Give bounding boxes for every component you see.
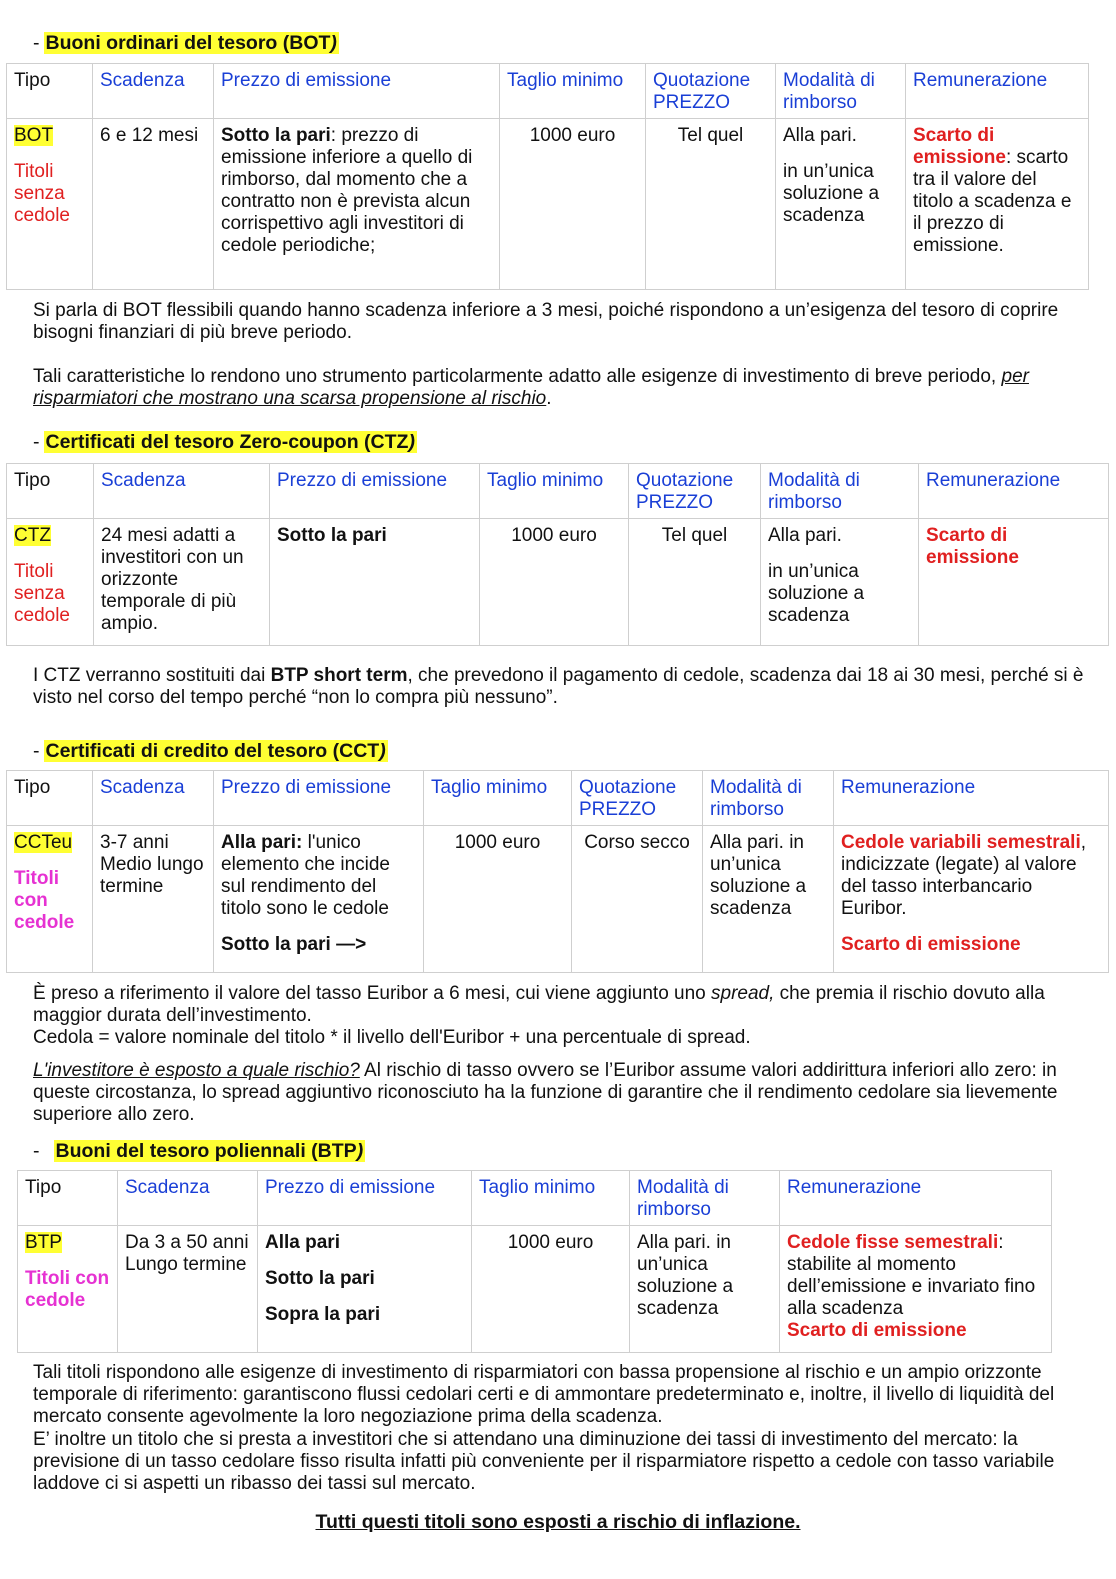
header-taglio: Taglio minimo: [424, 771, 572, 826]
table-btp: [17, 1170, 1052, 1353]
table-header-row: [7, 464, 1109, 519]
tipo-name: CCTeu: [14, 832, 73, 853]
tipo-note: Titoli con cedole: [25, 1268, 110, 1311]
cell-scadenza: 3-7 anni Medio lungo termine: [93, 826, 214, 973]
cct-note-3: L'investitore è esposto a quale rischio? Al rischio di tasso ovvero se l’Euribor assume valori addirittura inferiori allo zero: in queste circostanza, lo spread aggiuntivo riconosciuto ha la funzione di garantire che il rendimento cedolare sia lievemente superiore allo zero.: [33, 1060, 1058, 1125]
header-remunerazione: Remunerazione: [780, 1171, 1052, 1226]
cell-remunerazione: Scarto di emissione: [919, 519, 1109, 646]
section-title-cct: - Certificati di credito del tesoro (CCT): [33, 740, 386, 762]
header-rimborso: Modalità di rimborso: [761, 464, 919, 519]
header-prezzo: Prezzo di emissione: [214, 64, 500, 119]
header-quotazione: Quotazione PREZZO: [646, 64, 776, 119]
cell-taglio: 1000 euro: [500, 119, 646, 290]
footer-statement: Tutti questi titoli sono esposti a rischio di inflazione.: [315, 1511, 801, 1533]
bot-note-2: Tali caratteristiche lo rendono uno strumento particolarmente adatto alle esigenze di investimento di breve periodo, per risparmiatori che mostrano una scarsa propensione al rischio.: [33, 366, 1029, 409]
header-quotazione: Quotazione PREZZO: [629, 464, 761, 519]
ctz-note-1: I CTZ verranno sostituiti dai BTP short term, che prevedono il pagamento di cedole, scadenza dai 18 ai 30 mesi, perché si è visto nel corso del tempo perché “non lo compra più nessuno”.: [33, 665, 1084, 708]
tipo-name: BOT: [14, 125, 54, 146]
cell-scadenza: 24 mesi adatti a investitori con un orizzonte temporale di più ampio.: [94, 519, 270, 646]
cell-tipo: [7, 826, 93, 973]
header-prezzo: Prezzo di emissione: [258, 1171, 472, 1226]
header-quotazione: Quotazione PREZZO: [572, 771, 703, 826]
cell-prezzo: Sotto la pari: [270, 519, 480, 646]
header-rimborso: Modalità di rimborso: [776, 64, 906, 119]
table-cct: [6, 770, 1109, 973]
cell-tipo: [7, 519, 94, 646]
header-taglio: Taglio minimo: [480, 464, 629, 519]
header-rimborso: Modalità di rimborso: [630, 1171, 780, 1226]
cell-taglio: 1000 euro: [480, 519, 629, 646]
section-title-btp: - Buoni del tesoro poliennali (BTP): [33, 1140, 364, 1162]
header-scadenza: Scadenza: [93, 771, 214, 826]
header-scadenza: Scadenza: [93, 64, 214, 119]
header-remunerazione: Remunerazione: [906, 64, 1089, 119]
table-row: [7, 826, 1109, 973]
cell-remunerazione: Scarto di emissione: scarto tra il valore del titolo a scadenza e il prezzo di emissione.: [906, 119, 1089, 290]
header-tipo: Tipo: [7, 771, 93, 826]
tipo-name: CTZ: [14, 525, 51, 546]
header-taglio: Taglio minimo: [472, 1171, 630, 1226]
header-taglio: Taglio minimo: [500, 64, 646, 119]
cct-note-1: È preso a riferimento il valore del tasso Euribor a 6 mesi, cui viene aggiunto uno spread, che premia il rischio dovuto alla maggior durata dell’investimento.: [33, 983, 1045, 1026]
table-ctz: [6, 463, 1109, 646]
cell-scadenza: 6 e 12 mesi: [93, 119, 214, 290]
cell-rimborso: Alla pari. in un’unica soluzione a scadenza: [761, 519, 919, 646]
cell-taglio: 1000 euro: [424, 826, 572, 973]
header-prezzo: Prezzo di emissione: [214, 771, 424, 826]
btp-note-2: E’ inoltre un titolo che si presta a investitori che si attendano una diminuzione dei tassi di investimento del mercato: la previsione di un tasso cedolare fisso risulta infatti più conveniente per il risparmiatore rispetto a cedole con tasso variabile laddove ci si aspetti un ribasso dei tassi sul mercato.: [33, 1429, 1055, 1494]
cell-prezzo: Alla pari Sotto la pari Sopra la pari: [258, 1226, 472, 1353]
header-tipo: Tipo: [7, 464, 94, 519]
cell-tipo: [7, 119, 93, 290]
tipo-note: Titoli con cedole: [14, 868, 75, 933]
cell-prezzo: Alla pari: l'unico elemento che incide sul rendimento del titolo sono le cedole Sotto la pari —>: [214, 826, 424, 973]
cell-quotazione: Tel quel: [629, 519, 761, 646]
table-header-row: [7, 771, 1109, 826]
btp-note-1: Tali titoli rispondono alle esigenze di investimento di risparmiatori con bassa propensione al rischio e un ampio orizzonte temporale di riferimento: garantiscono flussi cedolari certi e di ammontare predeterminato e, inoltre, il livello di liquidità del mercato consente agevolmente la loro negoziazione prima della scadenza.: [33, 1362, 1055, 1427]
table-row: [7, 119, 1089, 290]
table-header-row: [7, 64, 1089, 119]
section-title-ctz: - Certificati del tesoro Zero-coupon (CTZ): [33, 431, 415, 453]
cell-quotazione: Tel quel: [646, 119, 776, 290]
cell-tipo: [18, 1226, 118, 1353]
tipo-note: Titoli senza cedole: [14, 561, 70, 626]
cell-scadenza: Da 3 a 50 anni Lungo termine: [118, 1226, 258, 1353]
header-remunerazione: Remunerazione: [834, 771, 1109, 826]
cell-rimborso: Alla pari. in un’unica soluzione a scadenza: [703, 826, 834, 973]
cell-prezzo: Sotto la pari: prezzo di emissione inferiore a quello di rimborso, dal momento che a contratto non è prevista alcun corrispettivo agli investitori di cedole periodiche;: [214, 119, 500, 290]
cell-quotazione: Corso secco: [572, 826, 703, 973]
cct-note-2: Cedola = valore nominale del titolo * il livello dell'Euribor + una percentuale di spread.: [33, 1027, 751, 1048]
cell-rimborso: Alla pari. in un’unica soluzione a scadenza: [776, 119, 906, 290]
header-scadenza: Scadenza: [118, 1171, 258, 1226]
bot-note-1: Si parla di BOT flessibili quando hanno scadenza inferiore a 3 mesi, poiché rispondono a un’esigenza del tesoro di coprire bisogni finanziari di più breve periodo.: [33, 300, 1059, 343]
header-tipo: Tipo: [7, 64, 93, 119]
table-row: [7, 519, 1109, 646]
tipo-name: BTP: [25, 1232, 62, 1253]
cell-rimborso: Alla pari. in un’unica soluzione a scadenza: [630, 1226, 780, 1353]
section-title-bot: - Buoni ordinari del tesoro (BOT): [33, 32, 337, 54]
cell-remunerazione: Cedole variabili semestrali, indicizzate (legate) al valore del tasso interbancario Euribor. Scarto di emissione: [834, 826, 1109, 973]
tipo-note: Titoli senza cedole: [14, 161, 70, 226]
header-scadenza: Scadenza: [94, 464, 270, 519]
cell-remunerazione: Cedole fisse semestrali: stabilite al momento dell’emissione e invariato fino alla scadenza Scarto di emissione: [780, 1226, 1052, 1353]
table-bot: [6, 63, 1089, 290]
header-rimborso: Modalità di rimborso: [703, 771, 834, 826]
header-remunerazione: Remunerazione: [919, 464, 1109, 519]
table-header-row: [18, 1171, 1052, 1226]
cell-taglio: 1000 euro: [472, 1226, 630, 1353]
header-tipo: Tipo: [18, 1171, 118, 1226]
header-prezzo: Prezzo di emissione: [270, 464, 480, 519]
table-row: [18, 1226, 1052, 1353]
